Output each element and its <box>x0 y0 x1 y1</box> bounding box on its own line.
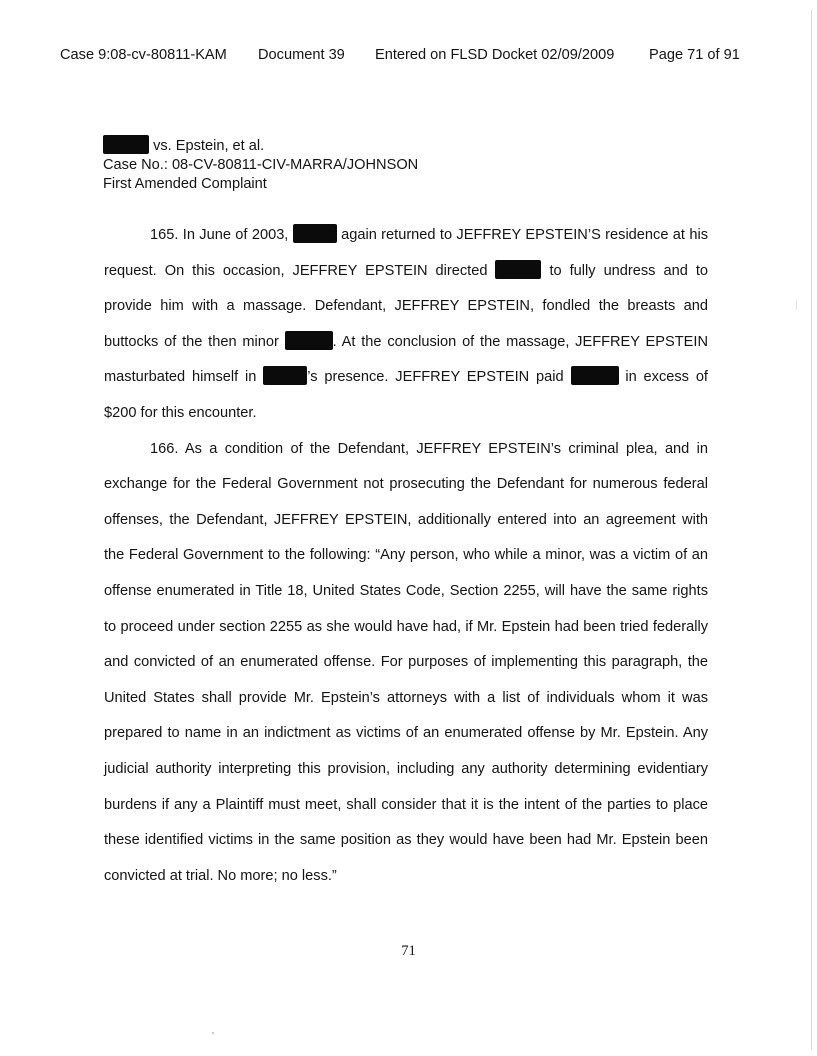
redaction-block <box>571 366 619 385</box>
header-page-count: Page 71 of 91 <box>649 47 740 63</box>
paragraph-165-text-5: ’s presence. JEFFREY EPSTEIN paid <box>307 369 571 386</box>
redaction-block <box>285 331 333 350</box>
paragraph-165-text-3: to fully undress and to provide him with a massage. Defendant, JEFFREY EPSTEIN, fondled the breasts and buttocks of the then minor <box>104 262 708 350</box>
paragraph-166: 166. As a condition of the Defendant, JEFFREY EPSTEIN’s criminal plea, and in exchange for the Federal Government not prosecuting the Defendant for numerous federal offenses, the Defendant, JEFFREY EPSTEIN, additionally entered into an agreement with the Federal Government to the following: “Any person, who while a minor, was a victim of an offense enumerated in Title 18, United States Code, Section 2255, will have the same rights to proceed under section 2255 as she would have had, if Mr. Epstein had been tried federally and convicted of an enumerated offense. For purposes of implementing this paragraph, the United States shall provide Mr. Epstein’s attorneys with a list of individuals whom it was prepared to name in an indictment as victims of an enumerated offense by Mr. Epstein. Any judicial authority interpreting this provision, including any authority determining evidentiary burdens if any a Plaintiff must meet, shall consider that it is the intent of the parties to place these identified victims in the same position as they would have been had Mr. Epstein been convicted at trial. No more; no less.” <box>104 440 708 884</box>
header-document-number: Document 39 <box>258 47 345 63</box>
paragraph-165-text-1: 165. In June of 2003, <box>150 227 293 243</box>
page-edge-line <box>811 10 812 1050</box>
paragraph-165-text-6: in excess of $200 for this encounter. <box>104 369 708 421</box>
paragraph-165 <box>104 218 708 432</box>
paragraph-165-text-4: . At the conclusion of the massage, JEFFREY EPSTEIN masturbated himself in <box>104 333 708 386</box>
caption-parties-text: vs. Epstein, et al. <box>153 138 265 154</box>
case-caption <box>103 135 418 194</box>
paragraph-165-text-2: again returned to JEFFREY EPSTEIN’S residence at his request. On this occasion, JEFFREY EPSTEIN directed <box>104 227 708 279</box>
redaction-block <box>263 366 307 385</box>
caption-document-title: First Amended Complaint <box>103 176 267 192</box>
complaint-body <box>104 218 708 894</box>
header-docket-entry: Entered on FLSD Docket 02/09/2009 <box>375 47 615 63</box>
redaction-block <box>103 135 149 154</box>
scan-speck <box>212 1032 214 1034</box>
caption-case-number: Case No.: 08-CV-80811-CIV-MARRA/JOHNSON <box>103 157 419 173</box>
redaction-block <box>495 260 541 279</box>
caption-parties <box>103 135 418 156</box>
scan-speck <box>796 300 797 310</box>
redaction-block <box>293 224 337 243</box>
page-number: 71 <box>401 943 416 959</box>
header-case-number: Case 9:08-cv-80811-KAM <box>60 47 227 63</box>
